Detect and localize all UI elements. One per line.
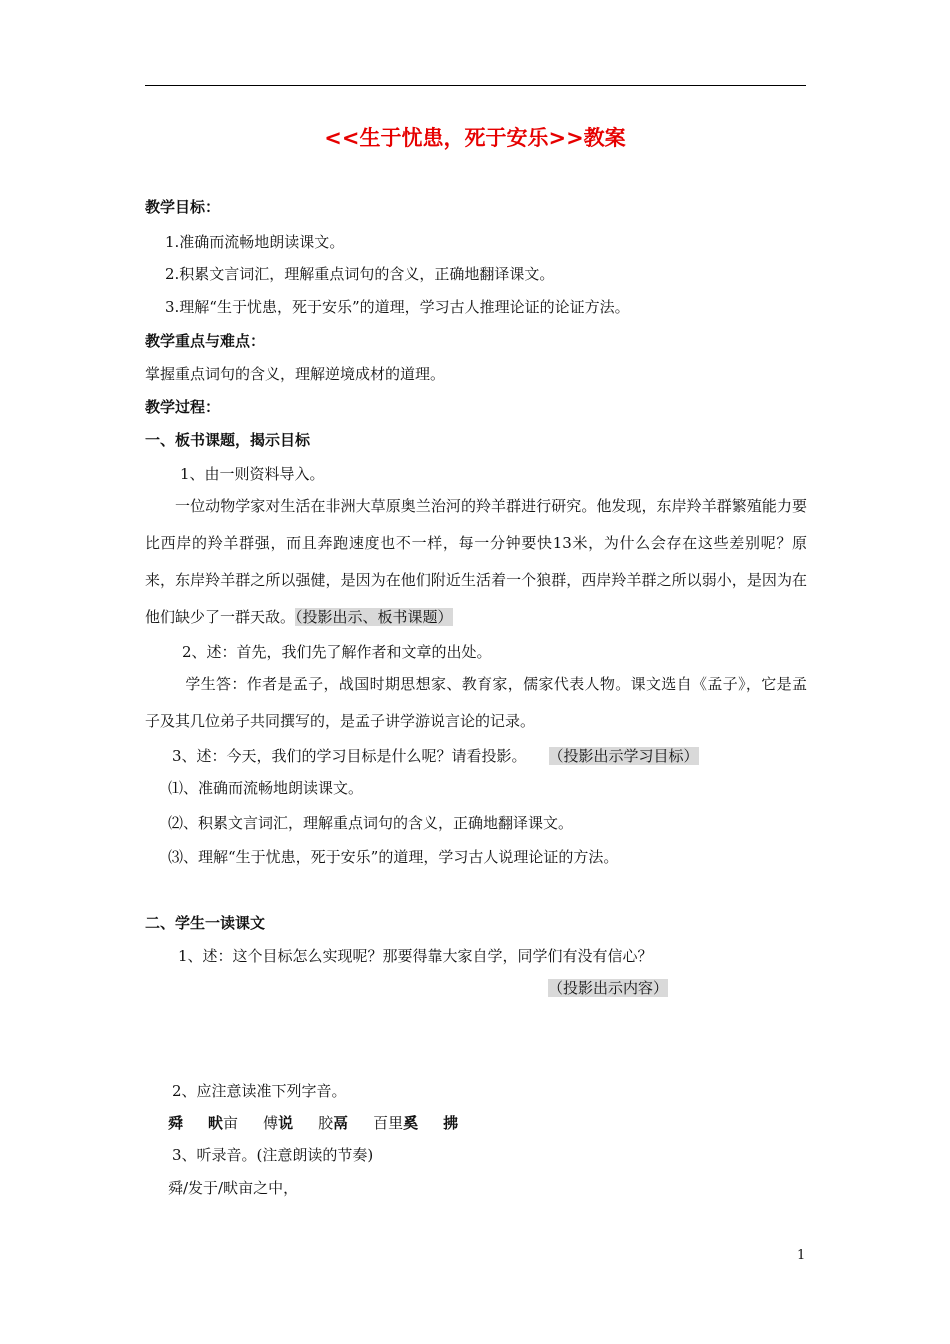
section1-item-3-text: 3、述：今天，我们的学习目标是什么呢？请看投影。	[172, 747, 527, 765]
section1-item-3	[172, 746, 699, 766]
projection-note-2: （投影出示学习目标）	[548, 747, 699, 765]
objective-1: ⑴、准确而流畅地朗读课文。	[168, 779, 364, 797]
section1-item-2: 2、述：首先，我们先了解作者和文章的出处。	[182, 643, 492, 661]
student-answer	[145, 666, 807, 740]
section2-item-1: 1、述：这个目标怎么实现呢？那要得靠大家自学，同学们有没有信心？	[178, 947, 653, 965]
char-yue: 说	[278, 1114, 294, 1132]
document-title: <<生于忧患，死于安乐>>教案	[324, 126, 626, 150]
section1-item-1: 1、由一则资料导入。	[180, 465, 325, 483]
char-shun: 舜	[168, 1114, 184, 1132]
projection-note-1: （投影出示、板书课题）	[295, 608, 453, 626]
pronunciation-characters	[168, 1113, 480, 1133]
objective-2: ⑵、积累文言词汇，理解重点词句的含义，正确地翻译课文。	[168, 814, 574, 832]
goal-item-3: 3.理解“生于忧患，死于安乐”的道理，学习古人推理论证的论证方法。	[165, 298, 630, 316]
char-baili: 百里	[373, 1114, 404, 1132]
goal-item-2: 2.积累文言词汇，理解重点词句的含义，正确地翻译课文。	[165, 265, 555, 283]
projection-note-3-text: （投影出示内容）	[548, 979, 669, 997]
section2-heading: 二、学生一读课文	[145, 914, 266, 932]
char-xi: 奚	[403, 1114, 419, 1132]
section2-item-3: 3、听录音。(注意朗读的节奏)	[172, 1146, 374, 1164]
header-rule	[145, 85, 806, 86]
objective-3: ⑶、理解“生于忧患，死于安乐”的道理，学习古人说理论证的方法。	[168, 848, 619, 866]
char-fu: 傅	[263, 1114, 279, 1132]
rhythm-example: 舜/发于/畎亩之中，	[168, 1179, 299, 1197]
process-heading: 教学过程：	[145, 398, 221, 416]
char-jiao: 胶	[318, 1114, 334, 1132]
section2-item-2: 2、应注意读准下列字音。	[172, 1082, 347, 1100]
key-text: 掌握重点词句的含义，理解逆境成材的道理。	[145, 365, 446, 383]
intro-paragraph	[145, 488, 807, 636]
page-number: 1	[797, 1248, 806, 1263]
projection-note-3	[548, 978, 668, 998]
char-quan: 畎	[208, 1114, 224, 1132]
goals-heading: 教学目标：	[145, 198, 221, 216]
char-ge: 鬲	[333, 1114, 349, 1132]
key-heading: 教学重点与难点：	[145, 332, 266, 350]
char-bi: 拂	[443, 1114, 459, 1132]
char-mu: 亩	[223, 1114, 239, 1132]
section1-heading: 一、板书课题，揭示目标	[145, 431, 311, 449]
intro-paragraph-text: 一位动物学家对生活在非洲大草原奥兰治河的羚羊群进行研究。他发现，东岸羚羊群繁殖能力要比西岸的羚羊群强，而且奔跑速度也不一样，每一分钟要快13米，为什么会存在这些差别呢？原来，东岸羚羊群之所以强健，是因为在他们附近生活着一个狼群，西岸羚羊群之所以弱小，是因为在他们缺少了一群天敌。	[145, 497, 807, 626]
student-answer-text: 学生答：作者是孟子，战国时期思想家、教育家，儒家代表人物。课文选自《孟子》，它是孟子及其几位弟子共同撰写的，是孟子讲学游说言论的记录。	[145, 675, 807, 730]
goal-item-1: 1.准确而流畅地朗读课文。	[165, 233, 345, 251]
